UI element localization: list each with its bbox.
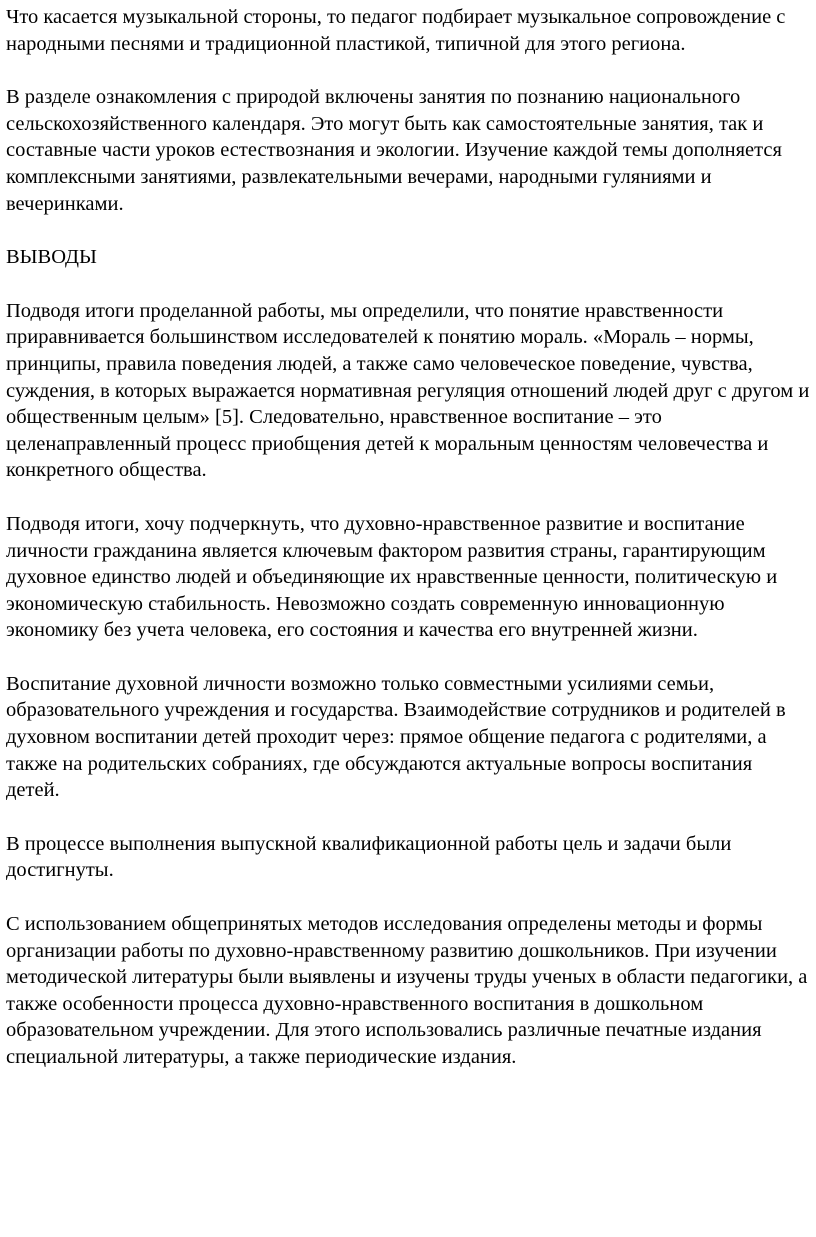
paragraph-music: Что касается музыкальной стороны, то педагог подбирает музыкальное сопровождение с народными песнями и традиционной пластикой, типичной для этого региона.	[6, 6, 786, 55]
paragraph-nature: В разделе ознакомления с природой включены занятия по познанию национального сельскохозяйственного календаря. Это могут быть как самостоятельные занятия, так и составные части уроков естествознания и экологии. Изучение каждой темы дополняется комплексными занятиями, развлекательными вечерами, народными гуляниями и вечеринками.	[6, 86, 782, 215]
paragraph-cooperation: Воспитание духовной личности возможно только совместными усилиями семьи, образовательного учреждения и государства. Взаимодействие сотрудников и родителей в духовном воспитании детей проходит через: прямое общение педагога с родителями, а также на родительских собраниях, где обсуждаются актуальные вопросы воспитания детей.	[6, 672, 786, 802]
paragraph-methods: С использованием общепринятых методов исследования определены методы и формы организации работы по духовно-нравственному развитию дошкольников. При изучении методической литературы были выявлены и изучены труды ученых в области педагогики, а также особенности процесса духовно-нравственного воспитания в дошкольном образовательном учреждении. Для этого использовались различные печатные издания специальной литературы, а также периодические издания.	[6, 913, 808, 1068]
paragraph-goals: В процессе выполнения выпускной квалификационной работы цель и задачи были достигнуты.	[6, 832, 732, 882]
paragraph-morality: Подводя итоги проделанной работы, мы определили, что понятие нравственности приравнивается большинством исследователей к понятию мораль. «Мораль – нормы, принципы, правила поведения людей, а также само человеческое поведение, чувства, суждения, в которых выражается нормативная регуляция отношений людей друг с другом и общественным целым» [5]. Следовательно, нравственное воспитание – это целенаправленный процесс приобщения детей к моральным ценностям человечества и конкретного общества.	[6, 299, 810, 482]
section-heading-conclusions: ВЫВОДЫ	[6, 246, 97, 269]
paragraph-citizen: Подводя итоги, хочу подчеркнуть, что духовно-нравственное развитие и воспитание личности гражданина является ключевым фактором развития страны, гарантирующим духовное единство людей и объединяющие их нравственные ценности, политическую и экономическую стабильность. Невозможно создать современную инновационную экономику без учета человека, его состояния и качества его внутренней жизни.	[6, 512, 778, 642]
